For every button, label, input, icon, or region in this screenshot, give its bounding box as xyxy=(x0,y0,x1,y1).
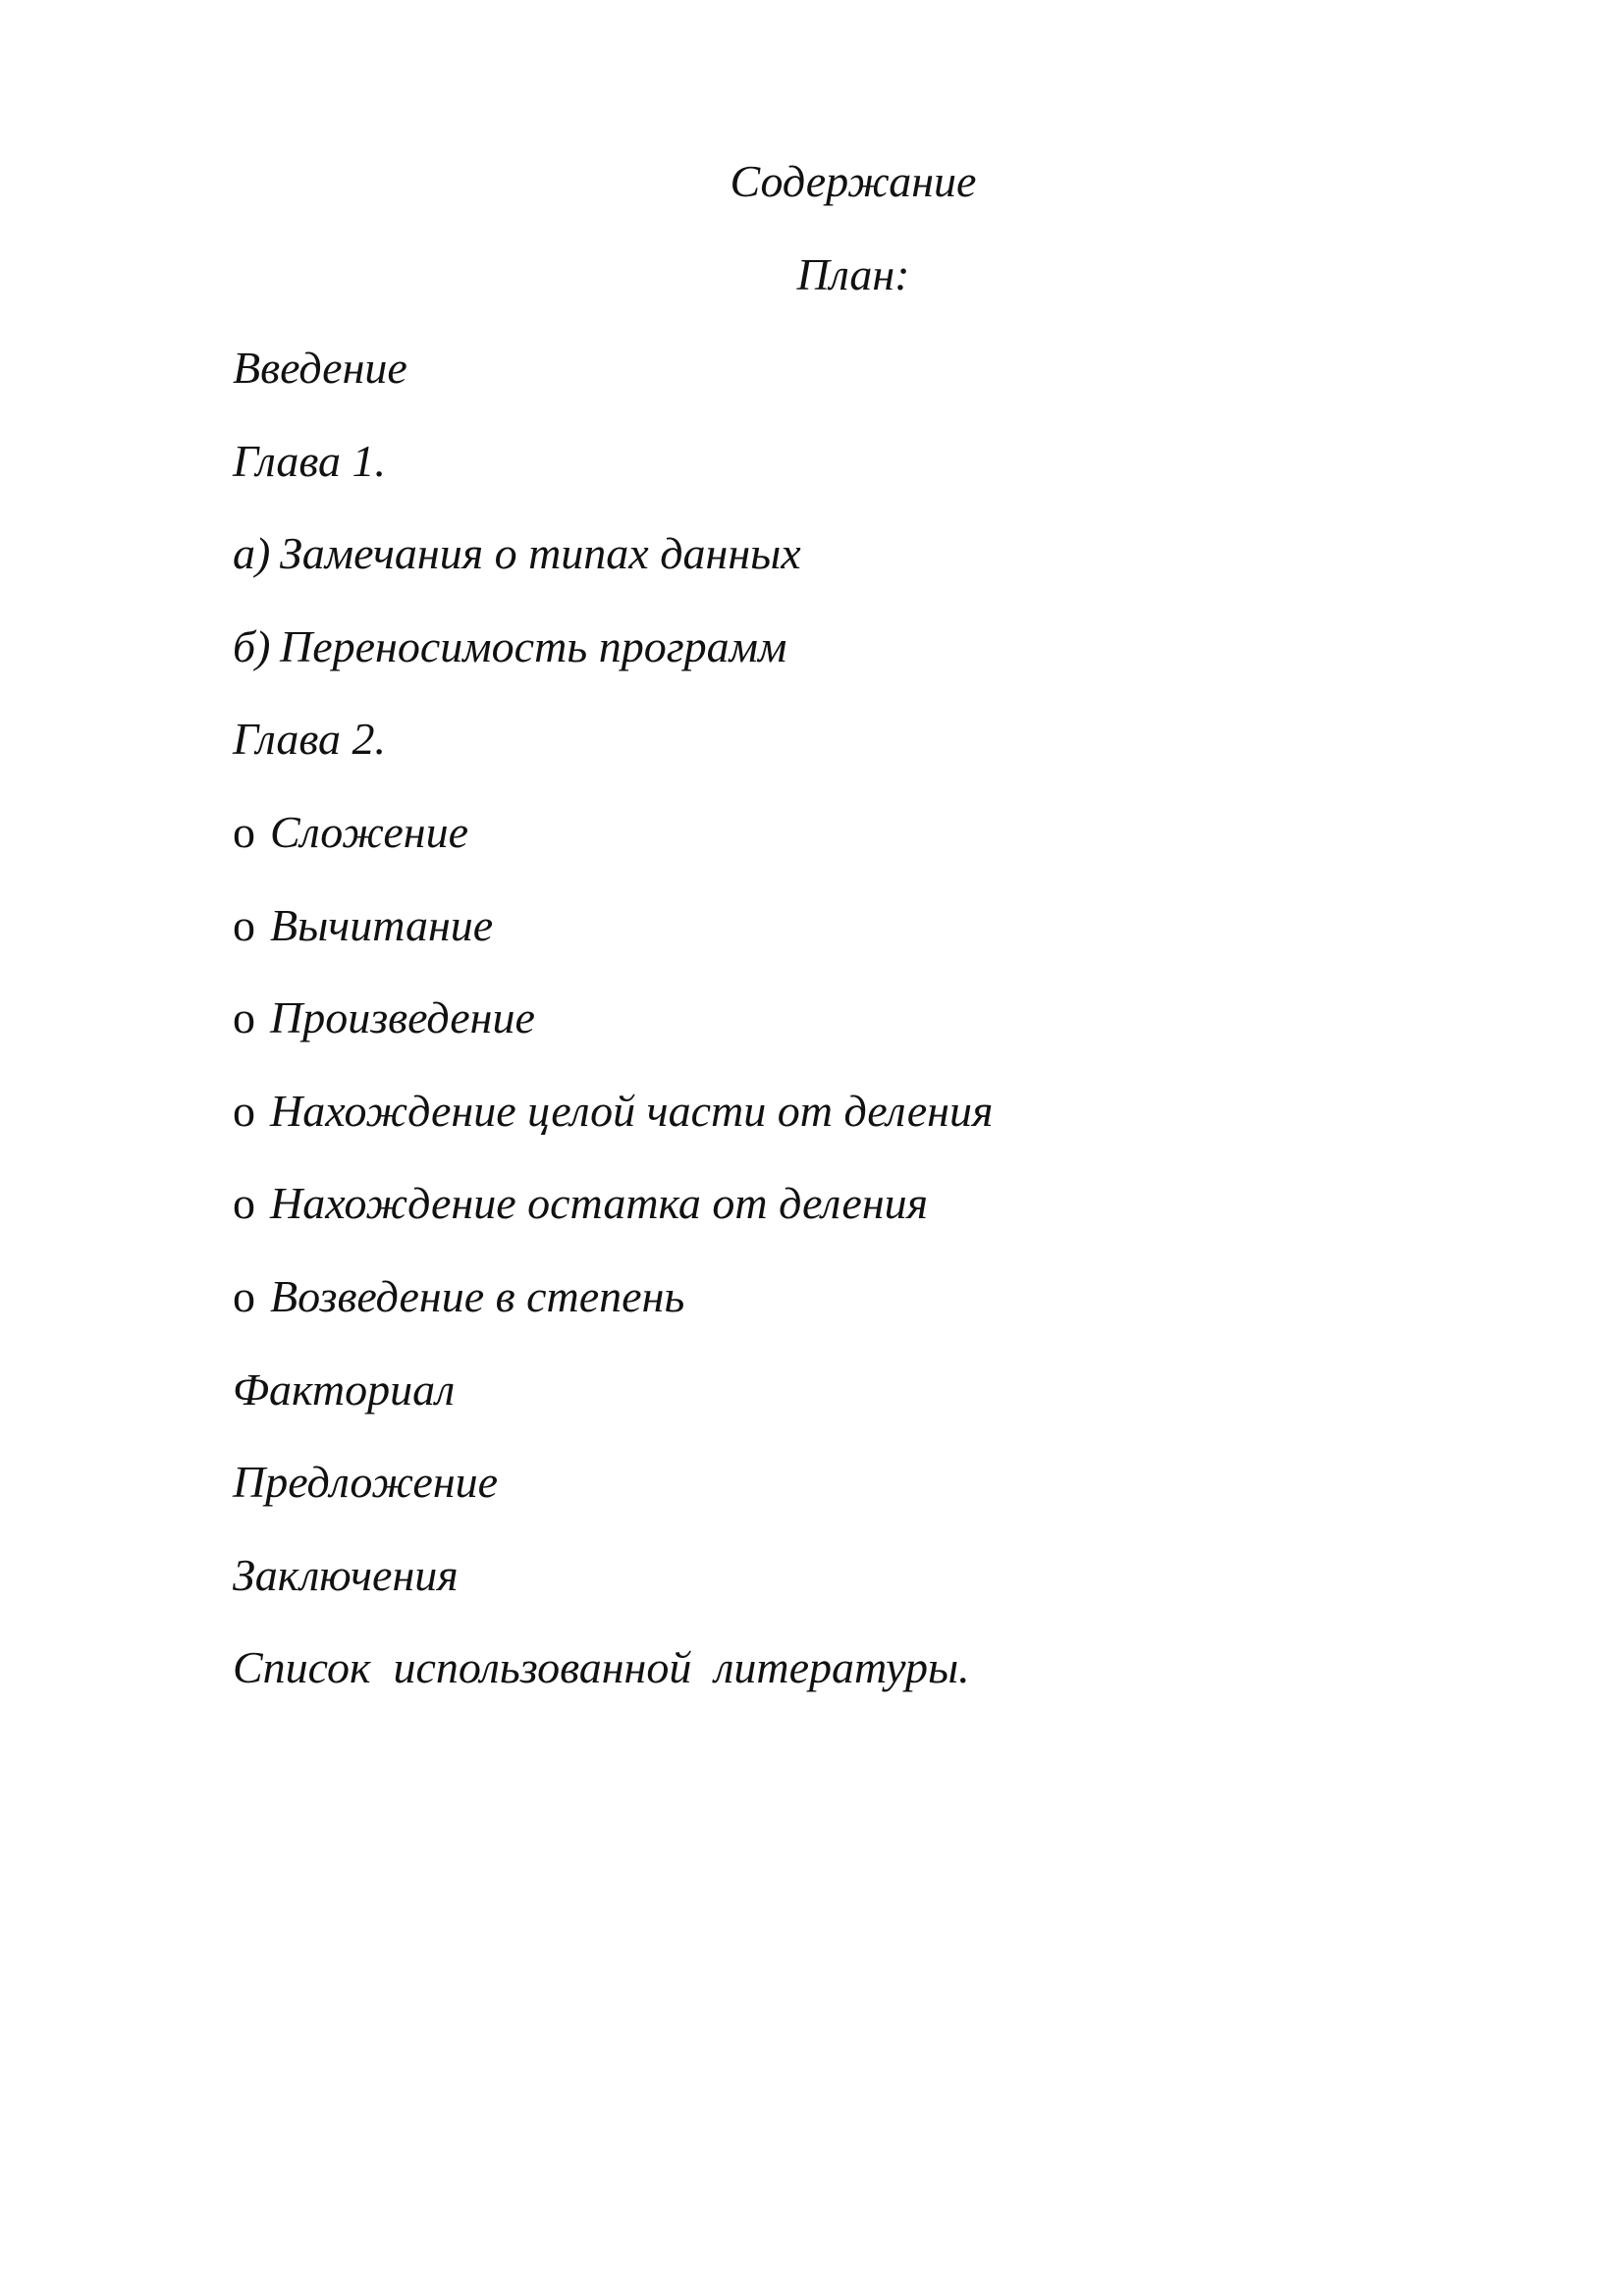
toc-item-text: Замечания о типах данных xyxy=(280,528,801,579)
toc-item-product xyxy=(233,992,993,1089)
toc-item-text: Глава 2. xyxy=(233,714,386,765)
toc-item-proposal xyxy=(233,1457,993,1553)
toc-item-text: Заключения xyxy=(233,1549,459,1600)
toc-item-subtraction xyxy=(233,899,993,996)
toc-item-text: Глава 1. xyxy=(233,435,386,486)
toc-item-power xyxy=(233,1270,993,1367)
bullet-circle-icon: o xyxy=(233,1085,255,1136)
toc-item-conclusions xyxy=(233,1549,993,1646)
toc-item-text: Сложение xyxy=(270,806,468,857)
toc-item-chapter-1 xyxy=(233,435,993,532)
toc-item-text: Возведение в степень xyxy=(270,1270,685,1321)
toc-item-marker: б) xyxy=(233,620,271,671)
bullet-circle-icon: o xyxy=(233,992,255,1043)
toc-item-text: Нахождение остатка от деления xyxy=(270,1178,929,1229)
toc-item-text: Переносимость программ xyxy=(280,620,787,671)
toc-item-text: Факториал xyxy=(233,1363,456,1415)
bullet-circle-icon: o xyxy=(233,1178,255,1229)
toc-item-chapter-2 xyxy=(233,714,993,810)
toc-item-remainder xyxy=(233,1178,993,1274)
toc-item-text: Нахождение целой части от деления xyxy=(270,1085,994,1136)
toc-item-references xyxy=(233,1642,993,1738)
toc-item-portability xyxy=(233,620,993,718)
plan-heading: План: xyxy=(796,249,910,299)
bullet-circle-icon: o xyxy=(233,806,255,857)
toc-item-text: Предложение xyxy=(233,1457,499,1508)
toc-item-text: Введение xyxy=(233,343,407,393)
toc-item-introduction xyxy=(233,343,993,439)
toc-item-data-types xyxy=(233,528,993,624)
toc-item-integer-division xyxy=(233,1085,994,1182)
bullet-circle-icon: o xyxy=(233,899,255,950)
toc-item-factorial xyxy=(233,1363,993,1461)
table-of-contents xyxy=(233,343,994,1738)
document-title: Содержание xyxy=(730,156,977,206)
toc-item-addition xyxy=(233,806,993,903)
toc-item-text: Список использованной литературы. xyxy=(233,1642,970,1693)
toc-item-marker: а) xyxy=(233,528,271,579)
toc-item-text: Произведение xyxy=(270,992,535,1043)
bullet-circle-icon: o xyxy=(233,1270,255,1321)
toc-item-text: Вычитание xyxy=(270,899,494,950)
